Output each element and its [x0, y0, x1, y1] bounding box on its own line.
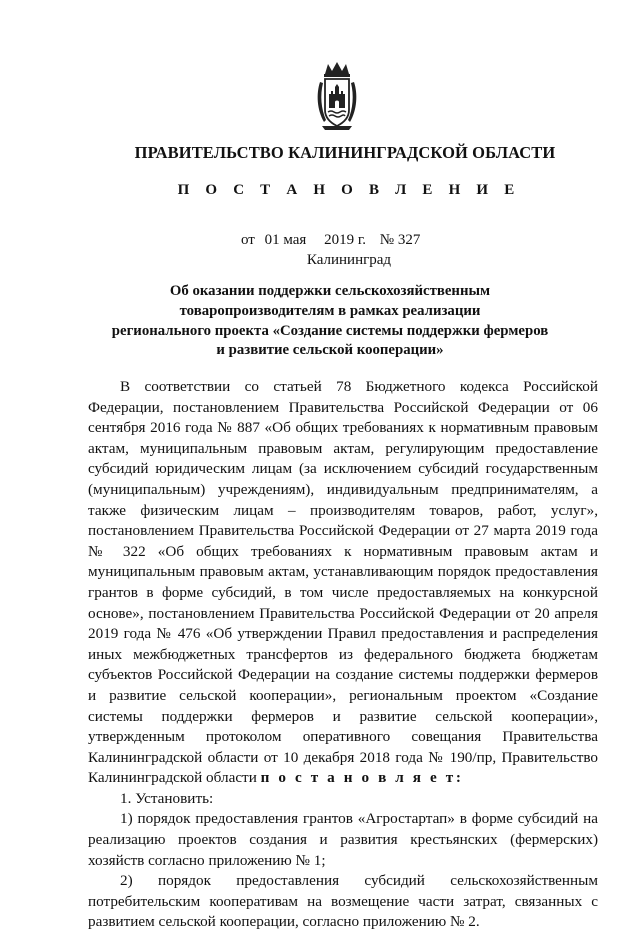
document-type: П О С Т А Н О В Л Е Н И Е	[177, 182, 521, 198]
preamble-paragraph	[88, 377, 598, 789]
document-title	[100, 282, 560, 361]
date-year: 2019 г.	[324, 232, 367, 248]
city: Калининград	[306, 252, 392, 268]
title-line: регионального проекта «Создание системы поддержки фермеров	[111, 322, 549, 339]
item-1: 1. Установить:	[120, 789, 214, 807]
date-prefix: от	[241, 232, 255, 248]
date-day-month: 01 мая	[264, 232, 307, 248]
date-line	[241, 232, 420, 249]
document-number: № 327	[379, 232, 421, 248]
title-line: товаропроизводителям в рамках реализации	[179, 302, 481, 319]
subitem-1: 1) порядок предоставления грантов «Агростартап» в форме субсидий на реализацию проектов создания и развития крестьянских (фермерских) хозяйств согласно приложению № 1;	[88, 810, 598, 869]
government-name: ПРАВИТЕЛЬСТВО КАЛИНИНГРАДСКОЙ ОБЛАСТИ	[134, 143, 556, 162]
document-body	[88, 377, 598, 933]
title-line: и развитие сельской кооперации»	[216, 342, 444, 359]
title-line: Об оказании поддержки сельскохозяйственным	[169, 283, 491, 299]
decree-word: п о с т а н о в л я е т:	[260, 769, 464, 787]
preamble-text: В соответствии со статьей 78 Бюджетного кодекса Российской Федерации, постановлением Правительства Российской Федерации от 06 сентября 2016 года № 887 «Об общих требованиях к нормативным правовым актам, муниципальным правовым актам, регулирующим предоставление субсидий юридическим лицам (за исключением субсидий государственным (муниципальным) учреждениям), индивидуальным предпринимателям, а также физическим лицам – производителям товаров, работ, услуг», постановлением Правительства Российской Федерации от 27 марта 2019 года № 322 «Об общих требованиях к нормативным правовым актам и муниципальным правовым актам, устанавливающим порядок предоставления грантов в форме субсидий, в том числе предоставляемых на конкурсной основе», постановлением Правительства Российской Федерации от 20 апреля 2019 года № 476 «Об утверждении Правил предоставления и распределения иных межбюджетных трансфертов из федерального бюджета бюджетам субъектов Российской Федерации на создание системы поддержки фермеров и развитие сельской кооперации», региональным проектом «Создание системы поддержки фермеров и развитие сельской кооперации», утвержденным протоколом оперативного совещания Правительства Калининградской области от 10 декабря 2018 года № 190/пр, Правительство Калининградской области	[88, 378, 598, 787]
coat-of-arms-icon	[316, 60, 358, 132]
subitem-2: 2) порядок предоставления субсидий сельскохозяйственным потребительским кооперативам на возмещение части затрат, связанных с развитием сельской кооперации, согласно приложению № 2.	[88, 872, 598, 931]
